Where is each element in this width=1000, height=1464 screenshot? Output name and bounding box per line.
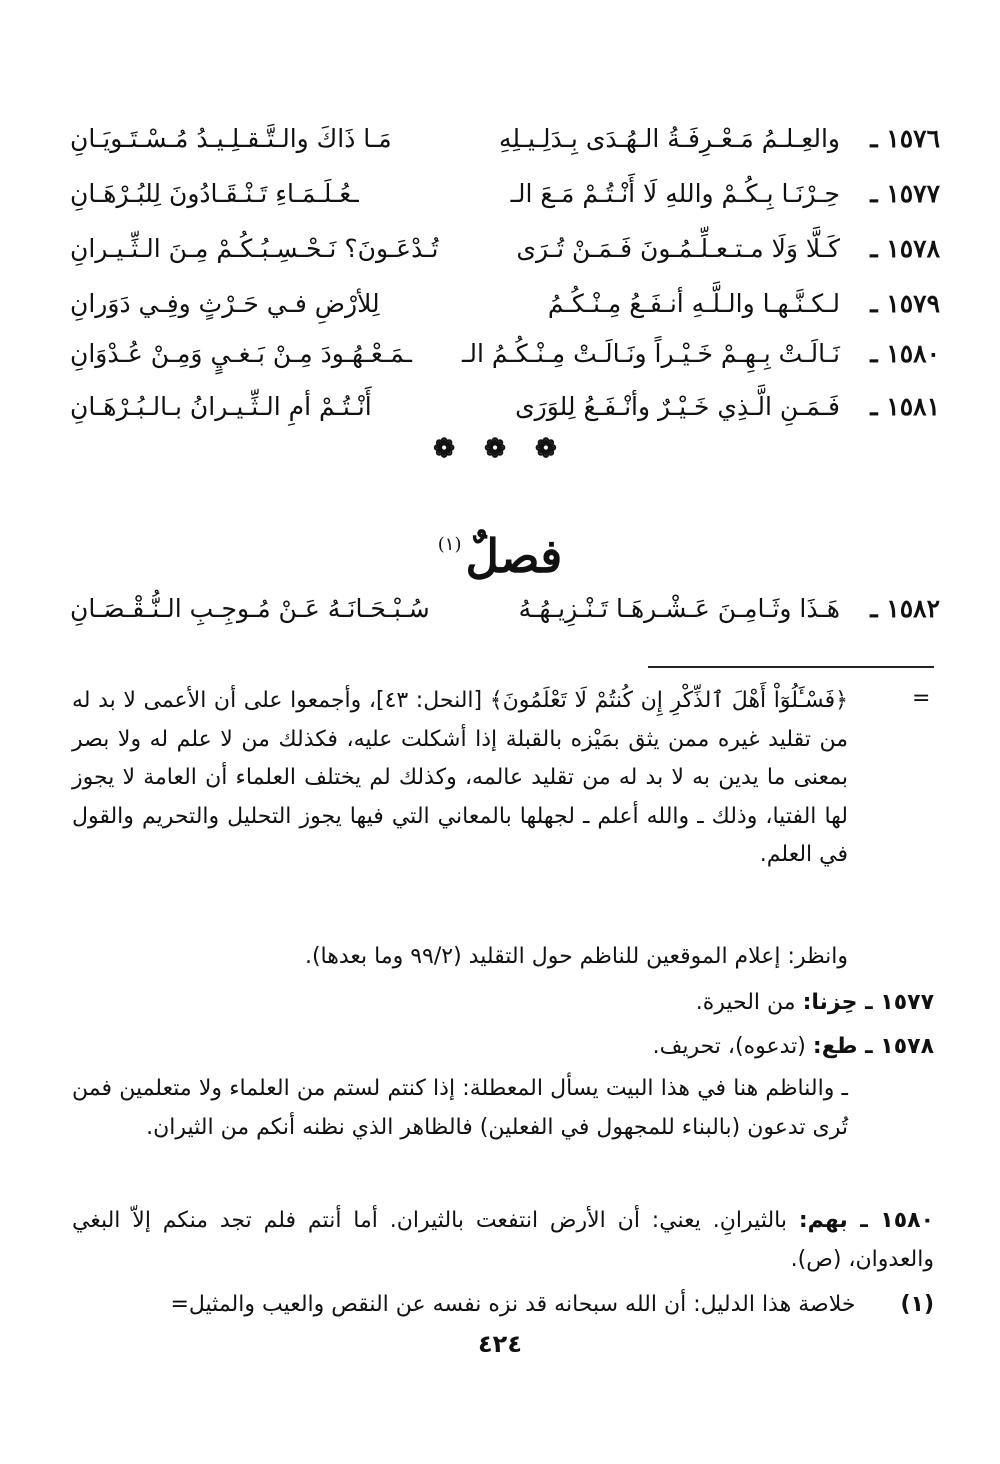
footnote-text: (تدعوه)، تحريف. xyxy=(652,1034,806,1059)
footnote-1578 xyxy=(74,1028,934,1067)
verse-first-hemistich: والعِـلـمُ مَـعْـرِفَـةُ الـهُـدَى بِـدَلِـيـلِهِ xyxy=(499,124,840,153)
footnote-1577 xyxy=(74,984,934,1023)
section-heading xyxy=(0,510,1000,591)
footnote-label: ١٥٧٨ ـ طع: xyxy=(812,1034,934,1059)
verse-1580 xyxy=(70,327,940,381)
footnote-text: خلاصة هذا الدليل: أن الله سبحانه قد نزه نفسه عن النقص والعيب والمثيل= xyxy=(170,1292,856,1317)
footnote-1 xyxy=(72,1286,934,1325)
footnote-text: بالثيرانِ. يعني: أن الأرض انتفعت بالثيران. أما أنتم فلم تجد منكم إلاّ البغي والعدوان، (ص). xyxy=(72,1208,934,1272)
verse-first-hemistich: نَـالَـتْ بِـهِـمْ خَـيْـراً ونَـالَـتْ مِـنْـكُـمُ الـ xyxy=(462,339,840,368)
continuation-mark: = xyxy=(912,686,931,711)
footnote-text: من الحيرة. xyxy=(695,990,796,1015)
footnote-label: (١) xyxy=(900,1292,934,1317)
verse-number: ١٥٧٩ ـ xyxy=(870,289,940,318)
footnote-divider xyxy=(648,666,934,668)
verse-1582 xyxy=(70,582,940,636)
verse-number: ١٥٨١ ـ xyxy=(870,392,940,421)
section-separator-stars: ❁ ❁ ❁ xyxy=(433,434,567,464)
verse-first-hemistich: حِـرْنَـا بِـكُـمْ واللهِ لَا أَنْـتُـمْ مَـعَ الـ xyxy=(510,179,840,208)
verse-first-hemistich: فَـمَـنِ الَّـذِي خَـيْـرٌ وأنْـفَـعُ لِلوَرَى xyxy=(515,392,840,421)
verse-number: ١٥٧٨ ـ xyxy=(870,234,940,263)
section-title: فصلٌ xyxy=(465,529,563,583)
verse-number: ١٥٧٧ ـ xyxy=(870,179,940,208)
footnote-label: ١٥٨٠ ـ بهم: xyxy=(798,1208,935,1233)
verse-1576 xyxy=(70,112,940,166)
footnote-label: ١٥٧٧ ـ حِزنا: xyxy=(802,990,934,1015)
verse-1578 xyxy=(70,222,940,276)
page-number: ٤٢٤ xyxy=(478,1330,522,1358)
verse-second-hemistich: مَـا ذَاكَ والـتَّـقـلِـيـدُ مُـسْـتَـويَـانِ xyxy=(70,124,392,153)
footnote-reference-note: وانظر: إعلام الموقعين للناظم حول التقليد (٩٩/٢ وما بعدها). xyxy=(304,944,848,969)
verse-second-hemistich: سُـبْـحَـانَـهُ عَـنْ مُـوجِـبِ الـنُّـقْـصَـانِ xyxy=(70,594,430,623)
verse-1579 xyxy=(70,277,940,331)
footnote-1578-note: ـ والناظم هنا في هذا البيت يسأل المعطلة: إذا كنتم لستم من العلماء ولا متعلمين فمن تُرى تدعون (بالبناء للمجهول في الفعلين) فالظاهر الذي نظنه أنكم من الثيران. xyxy=(72,1076,848,1140)
verse-second-hemistich: تُـدْعَـونَ؟ نَـحْـسِـبُـكُـمْ مِـنَ الـثِّـيـرانِ xyxy=(70,234,439,263)
footnote-reference: (١) xyxy=(437,534,462,555)
verse-first-hemistich: هَـذَا وثَـامِـنَ عَـشْـرهَـا تَـنْـزِيـهُـهُ xyxy=(518,594,840,623)
verse-number: ١٥٨٢ ـ xyxy=(870,594,940,623)
verse-second-hemistich: أَنْـتُـمْ أمِ الـثِّـيـرانُ بـالـبُـرْهَـانِ xyxy=(70,392,372,421)
verse-second-hemistich: ـعُـلَـمَـاءِ تَـنْـقَـادُونَ لِلبُـرْهَـانِ xyxy=(70,179,359,208)
verse-first-hemistich: كَـلَّا وَلَا مـتـعـلِّـمُـونَ فَـمَـنْ تُـرَى xyxy=(516,234,840,263)
verse-second-hemistich: لِلأرْضِ فـي حَـرْثٍ وفِـي دَوَرانِ xyxy=(70,289,380,318)
verse-number: ١٥٨٠ ـ xyxy=(870,339,940,368)
verse-number: ١٥٧٦ ـ xyxy=(870,124,940,153)
footnote-1580 xyxy=(72,1202,934,1279)
verse-first-hemistich: لـكـنَّـهـا والـلَّـهِ أنـفَـعُ مِـنْـكُـمُ xyxy=(547,289,840,318)
verse-1581 xyxy=(70,380,940,434)
footnote-continuation: ﴿فَسْـَٔلُوٓاْ أَهْلَ ٱلذِّكْرِ إِن كُنتُمْ لَا تَعْلَمُونَ﴾ [النحل: ٤٣]، وأجمعوا على أن الأعمى لا بد له من تقليد غيره ممن يثق بمَيْزه بالقبلة إذا أشكلت عليه، فكذلك من لا علم له ولا بصر بمعنى ما يدين به لا بد له من تقليد عالمه، وكذلك لم يختلف العلماء أن العامة لا يجوز لها الفتيا، وذلك ـ والله أعلم ـ لجهلها بالمعاني التي فيها يجوز التحليل والتحريم والقول في العلم. xyxy=(72,688,848,867)
verse-1577 xyxy=(70,167,940,221)
verse-second-hemistich: ـمَـعْـهُـودَ مِـنْ بَـغـيٍ وَمِـنْ عُـدْوَانِ xyxy=(70,339,412,368)
